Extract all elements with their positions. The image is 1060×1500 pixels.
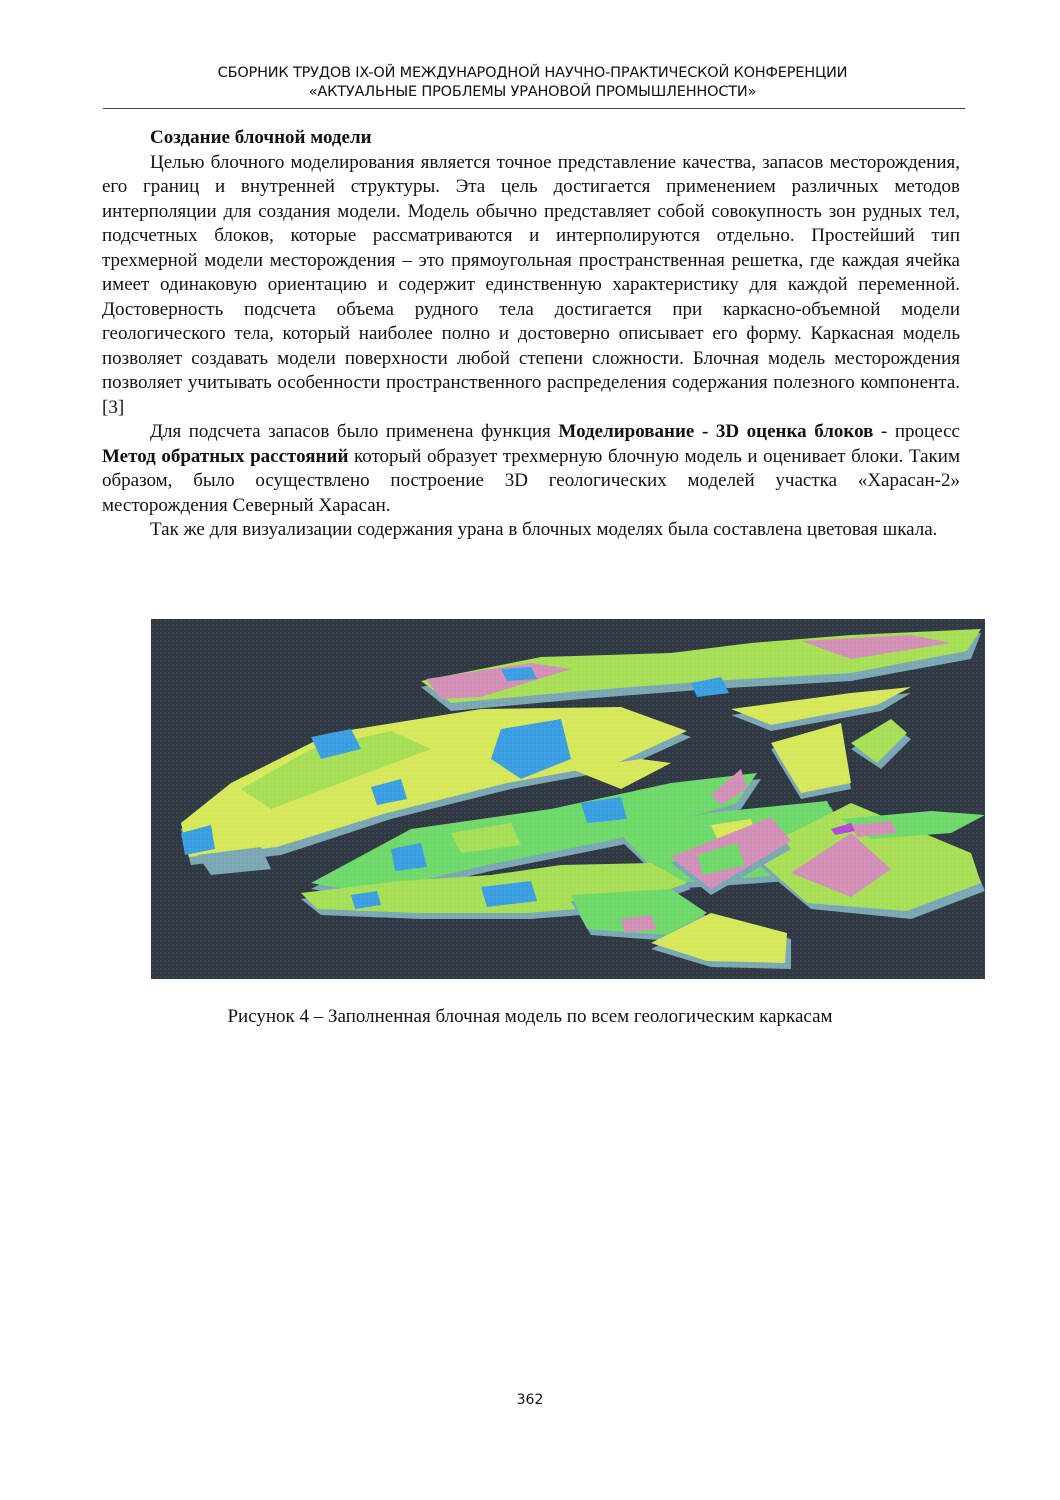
section-body: [102, 126, 960, 543]
paragraph-2: [102, 420, 960, 518]
paragraph-3: Так же для визуализации содержания урана в блочных моделях была составлена цветовая шкала.: [150, 519, 938, 540]
block-model-render: [151, 619, 985, 979]
figure-caption: Рисунок 4 – Заполненная блочная модель по всем геологическим каркасам: [227, 1006, 833, 1027]
p2-bold-method: Метод обратных расстояний: [102, 445, 349, 467]
p2-text-a: Для подсчета запасов было применена функция: [150, 421, 559, 442]
p2-text-c: - процесс: [873, 421, 960, 442]
section-heading: Создание блочной модели: [150, 127, 372, 148]
page-number: 362: [516, 1392, 544, 1408]
p2-text-e: который образует трехмерную блочную модель и оценивает блоки. Таким образом, было осуществлено построение 3D геологических моделей участка «Харасан-2» месторождения Северный Харасан.: [102, 445, 960, 516]
block-model-figure: [151, 619, 985, 979]
p2-bold-function: Моделирование - 3D оценка блоков: [558, 421, 874, 442]
running-header: [100, 64, 965, 102]
paragraph-1: Целью блочного моделирования является точное представление качества, запасов месторождения, его границ и внутренней структуры. Эта цель достигается применением различных методов интерполяции для создания модели. Модель обычно представляет собой совокупность зон рудных тел, подсчетных блоков, которые рассматриваются и интерполируются отдельно. Простейший тип трехмерной модели месторождения – это прямоугольная пространственная решетка, где каждая ячейка имеет одинаковую ориентацию и содержит единственную характеристику для каждой переменной. Достоверность подсчета объема рудного тела достигается при каркасно-объемной модели геологического тела, который наиболее полно и достоверно описывает его форму. Каркасная модель позволяет создавать модели поверхности любой степени сложности. Блочная модель месторождения позволяет учитывать особенности пространственного распределения содержания полезного компонента. [3]: [102, 151, 960, 418]
header-line-1: СБОРНИК ТРУДОВ IX-ОЙ МЕЖДУНАРОДНОЙ НАУЧНО-ПРАКТИЧЕСКОЙ КОНФЕРЕНЦИИ: [217, 65, 848, 81]
header-line-2: «АКТУАЛЬНЫЕ ПРОБЛЕМЫ УРАНОВОЙ ПРОМЫШЛЕННОСТИ»: [308, 84, 757, 100]
header-divider: [103, 108, 965, 109]
